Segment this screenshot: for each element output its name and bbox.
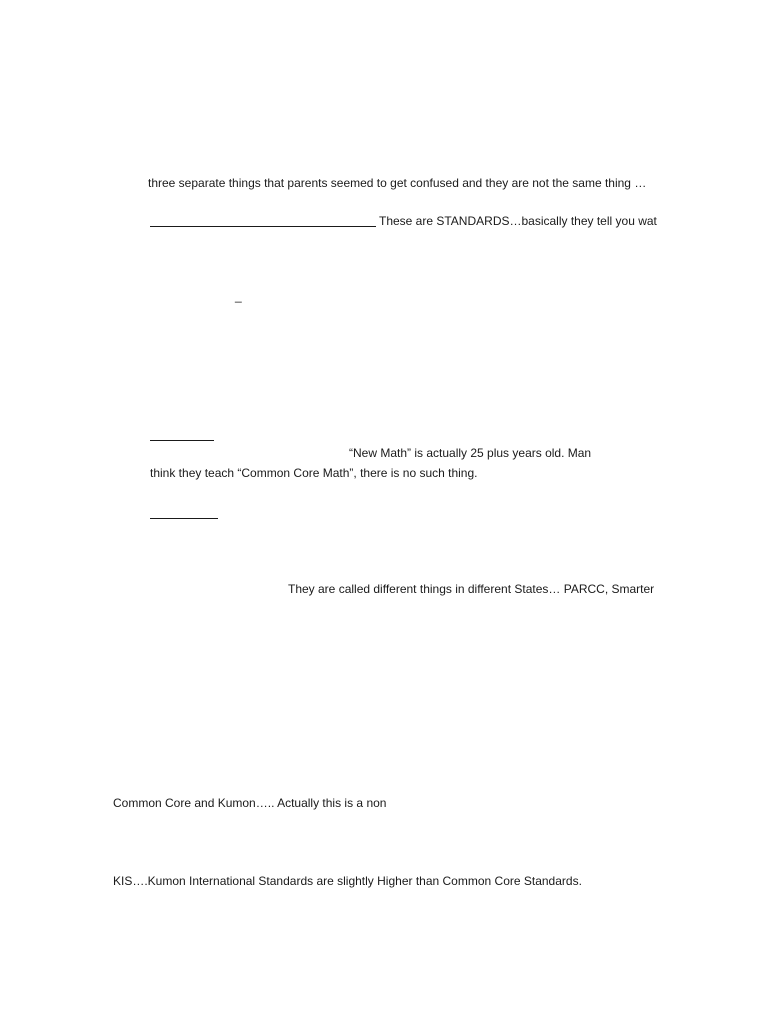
paragraph-standards: These are STANDARDS…basically they tell you wat [379,214,657,228]
fill-in-blank-2 [150,440,214,441]
paragraph-different-states: They are called different things in different States… PARCC, Smarter [288,582,655,596]
fill-in-blank-1 [150,226,376,227]
paragraph-common-core-and-kumon: Common Core and Kumon….. Actually this is a non [113,796,387,810]
paragraph-new-math: “New Math” is actually 25 plus years old. Man [349,446,592,460]
paragraph-kumon-standards: KIS….Kumon International Standards are slightly Higher than Common Core Standards. [113,874,582,888]
paragraph-common-core-math: think they teach “Common Core Math”, there is no such thing. [150,466,478,480]
underscore-mark: _ [235,289,242,303]
paragraph-three-separate-things: three separate things that parents seemed to get confused and they are not the same thing … [148,176,647,190]
fill-in-blank-3 [150,518,218,519]
